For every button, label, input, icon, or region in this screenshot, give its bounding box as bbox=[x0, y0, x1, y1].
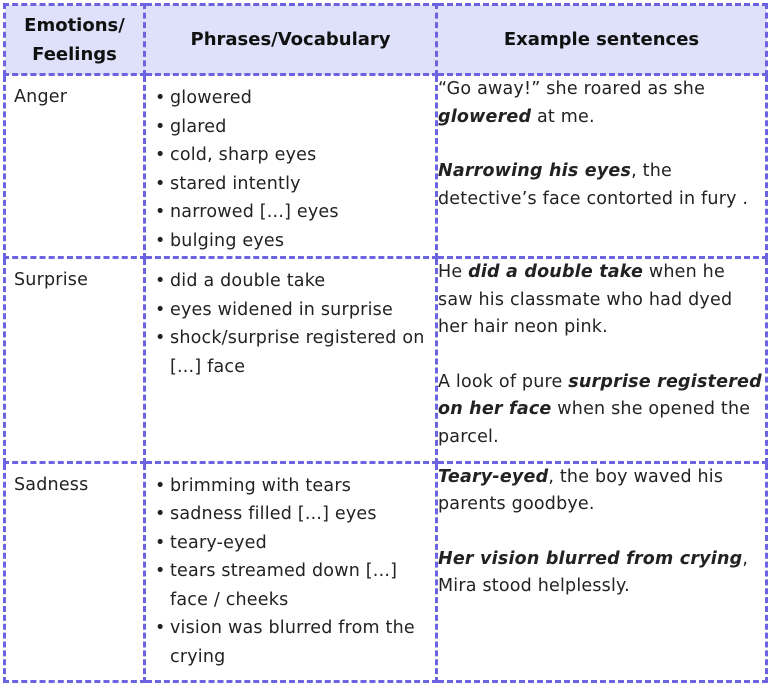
table-row bbox=[5, 75, 767, 258]
phrase-item: • brimming with tears bbox=[154, 472, 429, 501]
phrase-item: • teary-eyed bbox=[154, 529, 429, 558]
phrase-item: • tears streamed down [...] face / cheeks bbox=[154, 557, 429, 614]
phrase-item: • stared intently bbox=[154, 170, 429, 199]
example-sentence: He did a double take when he saw his classmate who had dyed her hair neon pink. bbox=[438, 262, 733, 338]
header-examples: Example sentences bbox=[437, 5, 767, 75]
example-sentence: Narrowing his eyes, the detective’s face contorted in fury . bbox=[438, 161, 749, 209]
phrase-item: • eyes widened in surprise bbox=[154, 296, 429, 325]
examples-cell bbox=[437, 75, 767, 258]
emotion-cell: Anger bbox=[5, 75, 145, 258]
phrase-item: • vision was blurred from the crying bbox=[154, 614, 429, 671]
phrase-item: • cold, sharp eyes bbox=[154, 141, 429, 170]
phrase-item: • glowered bbox=[154, 84, 429, 113]
example-sentence: Her vision blurred from crying, Mira stood helplessly. bbox=[438, 548, 749, 597]
header-emotions: Emotions/ Feelings bbox=[5, 5, 145, 75]
phrase-item: • glared bbox=[154, 113, 429, 142]
table-row bbox=[5, 258, 767, 462]
phrases-cell bbox=[145, 462, 437, 681]
phrase-item: • shock/surprise registered on [...] face bbox=[154, 324, 429, 381]
example-sentence: “Go away!” she roared as she glowered at me. bbox=[438, 79, 706, 127]
example-sentence: A look of pure surprise registered on her face when she opened the parcel. bbox=[438, 371, 762, 447]
examples-cell bbox=[437, 258, 767, 462]
header-phrases: Phrases/Vocabulary bbox=[145, 5, 437, 75]
header-row bbox=[5, 5, 767, 75]
table-row bbox=[5, 462, 767, 681]
phrase-item: • did a double take bbox=[154, 267, 429, 296]
emotion-cell: Surprise bbox=[5, 258, 145, 462]
phrases-cell bbox=[145, 258, 437, 462]
phrases-cell bbox=[145, 75, 437, 258]
example-sentence: Teary-eyed, the boy waved his parents goodbye. bbox=[438, 466, 724, 515]
examples-cell bbox=[437, 462, 767, 681]
emotion-cell: Sadness bbox=[5, 462, 145, 681]
phrase-item: • bulging eyes bbox=[154, 227, 429, 256]
vocabulary-table bbox=[3, 3, 768, 683]
phrase-item: • sadness filled [...] eyes bbox=[154, 500, 429, 529]
phrase-item: • narrowed [...] eyes bbox=[154, 198, 429, 227]
